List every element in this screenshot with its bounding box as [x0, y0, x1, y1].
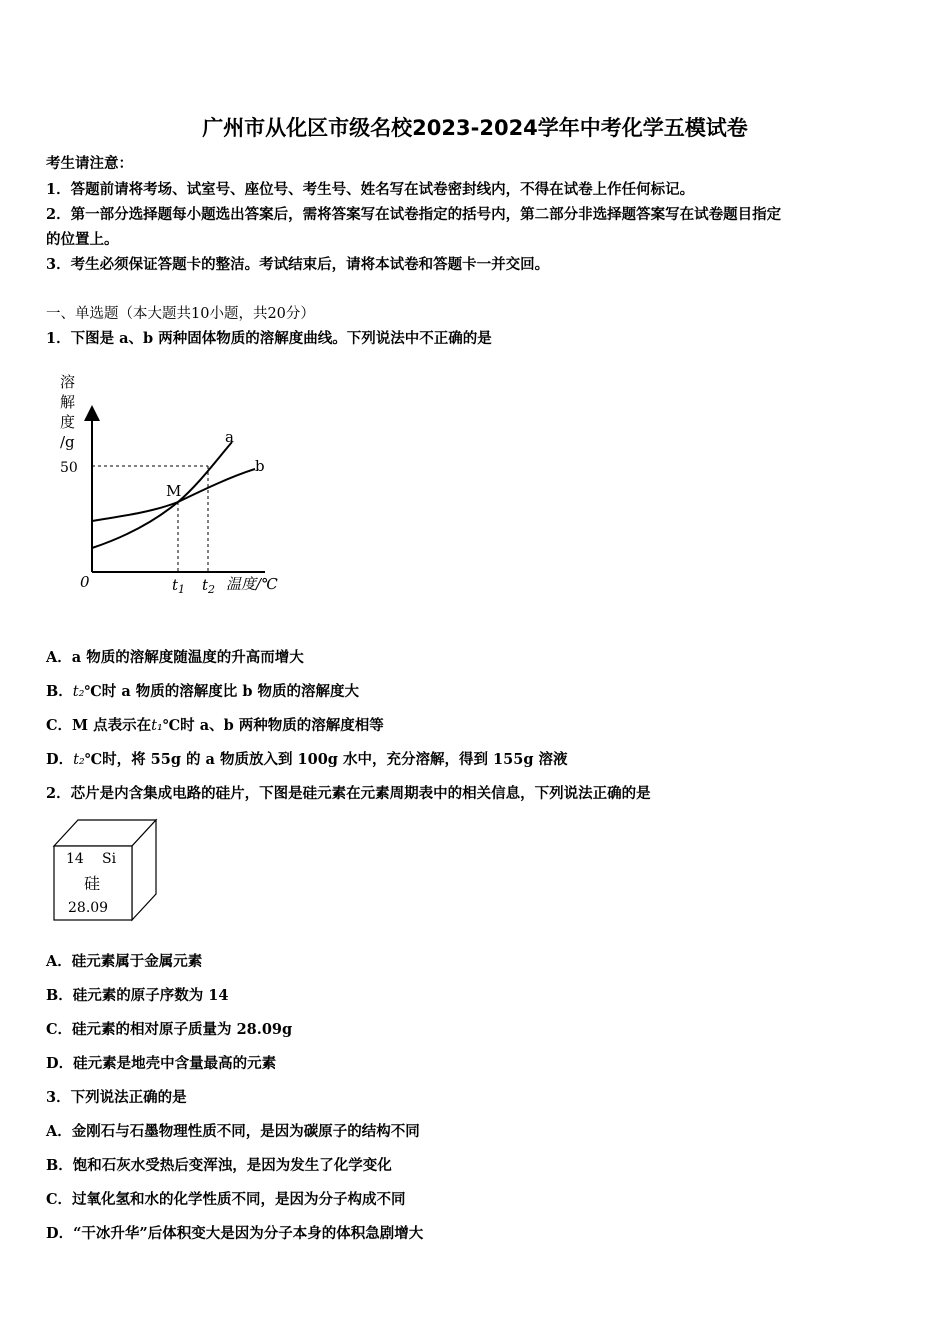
notice-item-3: 3．考生必须保证答题卡的整洁。考试结束后，请将本试卷和答题卡一并交回。	[46, 256, 550, 273]
curve-b-label: b	[255, 457, 265, 475]
x-axis-label: 温度/℃	[226, 575, 278, 593]
section-heading: 一、单选题（本大题共10小题，共20分）	[46, 306, 315, 322]
q1-option-c: C．M 点表示在t₁℃时 a、b 两种物质的溶解度相等	[46, 717, 384, 734]
notice-item-2: 2．第一部分选择题每小题选出答案后，需将答案写在试卷指定的括号内，第二部分非选择题答案写在试卷题目指定	[46, 206, 782, 223]
curve-a-label: a	[225, 428, 234, 446]
ylabel-char-3: 度	[60, 413, 76, 431]
q2-option-c: C．硅元素的相对原子质量为 28.09g	[46, 1021, 293, 1038]
q2-option-a: A．硅元素属于金属元素	[46, 953, 203, 970]
q3-stem: 3．下列说法正确的是	[46, 1089, 187, 1106]
q2-option-b: B．硅元素的原子序数为 14	[46, 987, 229, 1004]
t1-sub: 1	[178, 583, 186, 596]
q2-stem: 2．芯片是内含集成电路的硅片，下图是硅元素在元素周期表中的相关信息，下列说法正确的是	[46, 785, 651, 802]
ylabel-char-1: 溶	[60, 373, 76, 391]
svg-text:t1	[172, 576, 185, 596]
svg-text:t2	[202, 576, 215, 596]
point-m-label: M	[166, 482, 182, 500]
element-name: 硅	[84, 874, 101, 893]
q1-stem: 1．下图是 a、b 两种固体物质的溶解度曲线。下列说法中不正确的是	[46, 330, 492, 347]
q2-option-d: D．硅元素是地壳中含量最高的元素	[46, 1055, 277, 1072]
origin-label: 0	[80, 573, 90, 591]
q3-option-a: A．金刚石与石墨物理性质不同，是因为碳原子的结构不同	[46, 1123, 420, 1140]
q3-option-d: D．“干冰升华”后体积变大是因为分子本身的体积急剧增大	[46, 1225, 424, 1242]
notice-heading: 考生请注意：	[46, 155, 133, 172]
q1-option-d: D．t₂℃时，将 55g 的 a 物质放入到 100g 水中，充分溶解，得到 155g 溶液	[46, 751, 568, 768]
y-tick-50: 50	[60, 460, 78, 476]
solubility-graph	[50, 365, 310, 600]
notice-item-1: 1．答题前请将考场、试室号、座位号、考生号、姓名写在试卷密封线内，不得在试卷上作任何标记。	[46, 181, 695, 198]
element-symbol: Si	[102, 851, 117, 867]
curve-a	[92, 442, 232, 548]
t2-sub: 2	[208, 583, 216, 596]
t1-label: t	[172, 576, 179, 594]
q3-option-b: B．饱和石灰水受热后变浑浊，是因为发生了化学变化	[46, 1157, 392, 1174]
q1-option-b: B．t₂℃时 a 物质的溶解度比 b 物质的溶解度大	[46, 683, 360, 700]
notice-item-2-cont: 的位置上。	[46, 231, 119, 248]
atomic-number: 14	[66, 851, 84, 867]
page-title: 广州市从化区市级名校2023-2024学年中考化学五模试卷	[202, 116, 748, 140]
t2-label: t	[202, 576, 209, 594]
q3-option-c: C．过氧化氢和水的化学性质不同，是因为分子构成不同	[46, 1191, 406, 1208]
atomic-mass: 28.09	[68, 900, 109, 916]
silicon-element-card	[50, 816, 162, 926]
ylabel-char-2: 解	[60, 393, 76, 411]
ylabel-unit: /g	[60, 433, 75, 451]
q1-option-a: A．a 物质的溶解度随温度的升高而增大	[46, 649, 304, 666]
